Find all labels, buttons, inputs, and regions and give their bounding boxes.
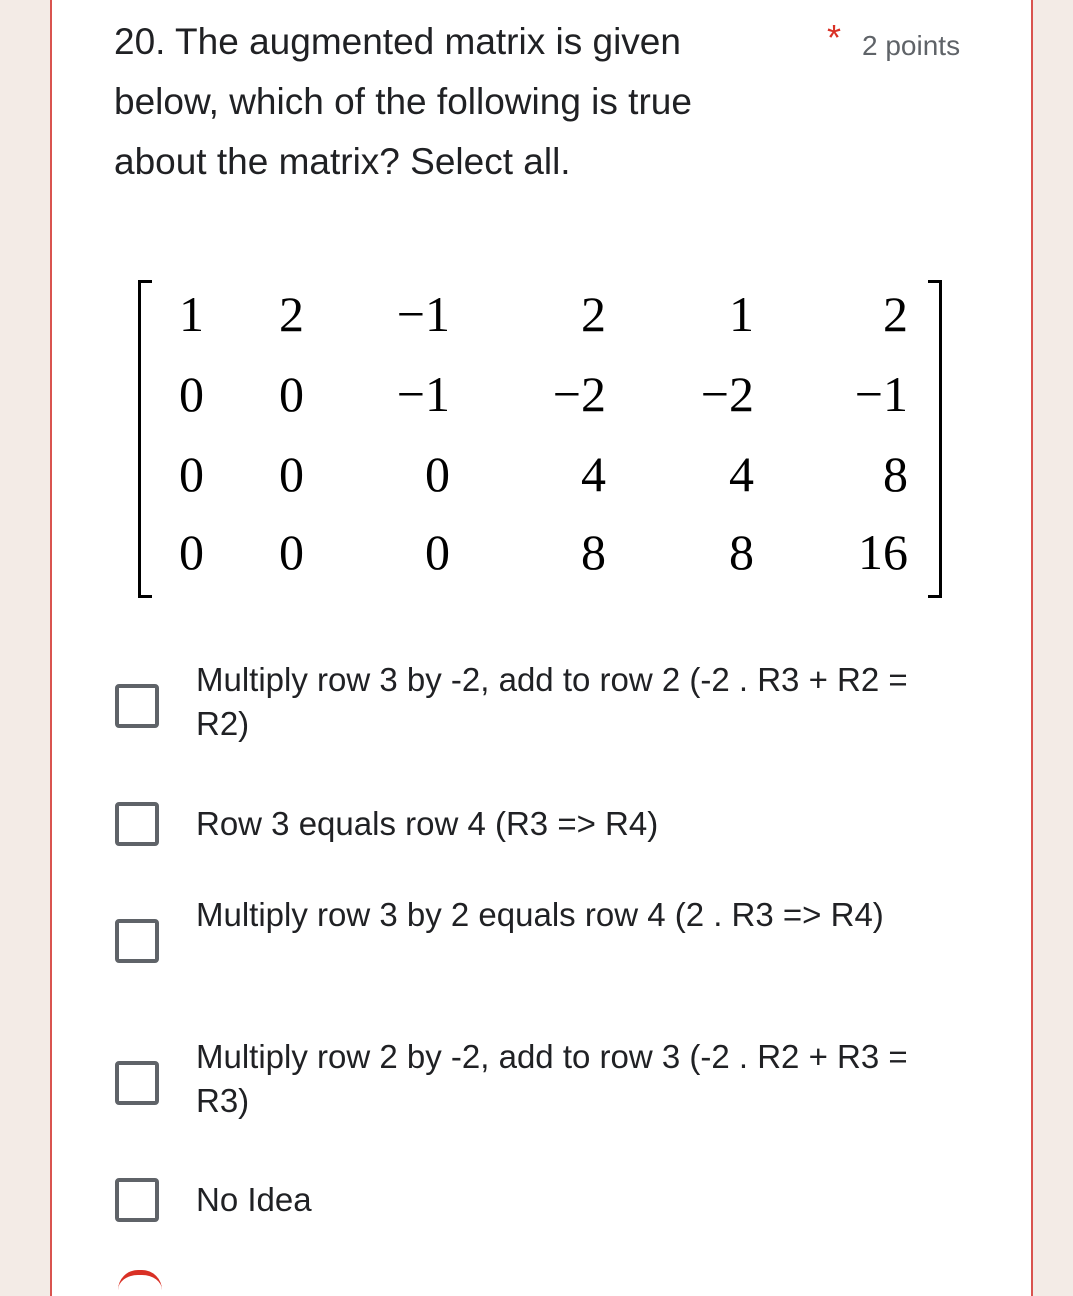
matrix-cell: −1 — [854, 366, 908, 422]
matrix-cell: 0 — [279, 524, 304, 580]
matrix-right-bracket — [928, 280, 942, 598]
option-label[interactable]: Multiply row 3 by -2, add to row 2 (-2 . R3 + R2 = R2) — [196, 661, 908, 742]
matrix-cell: −1 — [396, 286, 450, 342]
matrix-cell: 0 — [425, 524, 450, 580]
checkbox[interactable] — [115, 1178, 159, 1222]
matrix-cell: 8 — [729, 524, 754, 580]
matrix-cell: 0 — [179, 446, 204, 502]
matrix-cell: 2 — [581, 286, 606, 342]
matrix-cell: 1 — [179, 286, 204, 342]
matrix-cell: 0 — [179, 524, 204, 580]
matrix-cell: 0 — [179, 366, 204, 422]
option-label[interactable]: Multiply row 3 by 2 equals row 4 (2 . R3 => R4) — [196, 896, 884, 933]
question-title: 20. The augmented matrix is given below, which of the following is true about the matrix? Select all. — [114, 21, 692, 182]
checkbox[interactable] — [115, 684, 159, 728]
matrix-cell: 4 — [729, 446, 754, 502]
checkbox[interactable] — [115, 802, 159, 846]
option-label[interactable]: No Idea — [196, 1181, 312, 1218]
augmented-matrix — [136, 280, 946, 600]
matrix-cell: 8 — [581, 524, 606, 580]
matrix-cell: 2 — [883, 286, 908, 342]
matrix-cell: 0 — [279, 366, 304, 422]
matrix-cell: 2 — [279, 286, 304, 342]
checkbox[interactable] — [115, 1061, 159, 1105]
matrix-cell: −2 — [552, 366, 606, 422]
matrix-cell: 1 — [729, 286, 754, 342]
option-label[interactable]: Row 3 equals row 4 (R3 => R4) — [196, 805, 659, 842]
matrix-cell: −2 — [700, 366, 754, 422]
matrix-cell: 8 — [883, 446, 908, 502]
matrix-cell: 0 — [425, 446, 450, 502]
checkbox[interactable] — [115, 919, 159, 963]
matrix-cell: 4 — [581, 446, 606, 502]
matrix-cell: 16 — [858, 524, 908, 580]
matrix-cell: 0 — [279, 446, 304, 502]
required-asterisk: * — [827, 17, 842, 58]
points-label: 2 points — [862, 30, 961, 61]
matrix-cell: −1 — [396, 366, 450, 422]
option-label[interactable]: Multiply row 2 by -2, add to row 3 (-2 . R2 + R3 = R3) — [196, 1038, 908, 1119]
